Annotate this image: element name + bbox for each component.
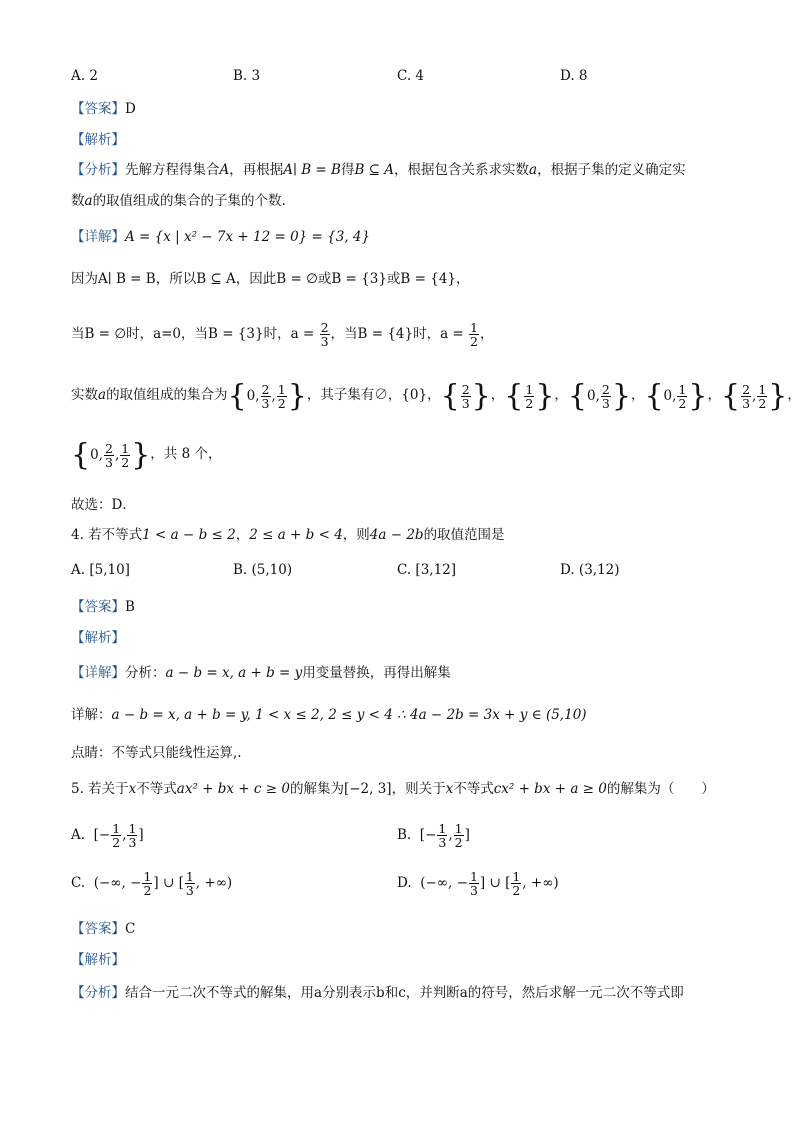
option-label: B. xyxy=(397,827,412,843)
q4-stem-text: ，则 xyxy=(342,527,370,543)
real-text: 的取值组成的集合为 xyxy=(106,387,228,403)
real-text: 实数 xyxy=(71,387,98,403)
q5-answer-line xyxy=(71,920,135,938)
q5-interval: [−2, 3] xyxy=(343,781,392,797)
q3-detail-line xyxy=(71,228,370,246)
set-full: {0, $\frac{2}{3}$ , $\frac{1}{2}$ } xyxy=(227,378,307,413)
q5-stem-text: 的解集为（ ） xyxy=(606,781,715,797)
fenxi-text: ，根据子集的定义确定实 xyxy=(537,162,686,178)
q5-var: x xyxy=(445,781,454,797)
analysis-tag: 【解析】 xyxy=(71,630,125,646)
q3-total-line xyxy=(71,434,221,475)
q5-ineq2: cx² + bx + a ≥ 0 xyxy=(493,781,607,797)
answer-value: B xyxy=(125,599,135,615)
fraction-1-2: $\frac{1}{2}$ xyxy=(470,320,478,349)
q4-option-d: D. (3,12) xyxy=(560,562,620,578)
q5-option-c: C. (−∞, − $\frac{1}{2}$ ] ∪ [ $\frac{1}{3}$ , +∞) xyxy=(71,869,233,898)
subset-2-3: { $\frac{2}{3}$ } xyxy=(440,378,491,413)
subset-0-1-2: {0, $\frac{1}{2}$ } xyxy=(644,378,708,413)
separator: ， xyxy=(707,387,721,403)
q5-option-b: B. [− $\frac{1}{3}$ , $\frac{1}{2}$ ] xyxy=(397,821,470,850)
q5-analysis-tag xyxy=(71,951,125,969)
detail-expr: a − b = x, a + b = y xyxy=(165,665,303,681)
xiangjie-tag: 【详解】 xyxy=(71,229,125,245)
option-label: D. xyxy=(397,875,412,891)
q5-fenxi xyxy=(71,984,684,1002)
q4-stem-text: 的取值范围是 xyxy=(423,527,505,543)
q5-stem xyxy=(71,780,715,798)
set-a-expression: A = {x | x² − 7x + 12 = 0} = {3, 4} xyxy=(125,229,371,245)
real-text: ，其子集有∅，{0}， xyxy=(306,387,441,403)
q3-real-line: 实数a的取值组成的集合为{0, $\frac{2}{3}$ , $\frac{1}{2}$ }，其子集有∅，{0}，{ $\frac{2}{3}$ }，{ $\frac{1}{2}$ }，{0, $\frac{2}{3}$ }，{0, $\frac{1}{2}$ }，{ $\frac{2}{3}$ , $\frac{1}{2}$ }， xyxy=(71,375,801,416)
q5-var: x xyxy=(128,781,137,797)
answer-tag: 【答案】 xyxy=(71,101,125,117)
when-text: ，当B = {4}时，a = xyxy=(330,326,464,342)
q5-ineq: ax² + bx + c ≥ 0 xyxy=(176,781,290,797)
fenxi-tag: 【分析】 xyxy=(71,162,125,178)
q3-because-line xyxy=(71,270,470,288)
q4-analysis-tag xyxy=(71,629,125,647)
separator: ， xyxy=(630,387,645,403)
separator: ， xyxy=(554,387,568,403)
detail-text: 用变量替换，再得出解集 xyxy=(302,665,451,681)
q4-detail2 xyxy=(71,706,587,724)
option-label: A. xyxy=(71,827,86,843)
q3-answer-line xyxy=(71,100,136,118)
answer-tag: 【答案】 xyxy=(71,921,125,937)
q3-option-c: C. 4 xyxy=(397,68,425,84)
q4-expr: 4a − 2b xyxy=(369,527,424,543)
q5-option-d: D. (−∞, − $\frac{1}{3}$ ] ∪ [ $\frac{1}{2}$ , +∞) xyxy=(397,869,559,898)
fraction-2-3: $\frac{2}{3}$ xyxy=(320,320,329,349)
separator: ， xyxy=(490,387,505,403)
fenxi-text: ，根据包含关系求实数 xyxy=(394,162,530,178)
analysis-tag: 【解析】 xyxy=(71,132,125,148)
q3-option-d: D. 8 xyxy=(560,68,588,84)
subset-1-2: { $\frac{1}{2}$ } xyxy=(504,378,555,413)
detail-text: 分析： xyxy=(125,665,166,681)
q5-stem-text: ，则关于 xyxy=(391,781,446,797)
detail-text: 详解： xyxy=(71,707,112,723)
q5-stem-text: 不等式 xyxy=(136,781,177,797)
fenxi-text: 的取值组成的集合的子集的个数. xyxy=(92,193,286,209)
q5-option-a: A. [− $\frac{1}{2}$ , $\frac{1}{3}$ ] xyxy=(71,821,144,850)
q5-stem-text: 的解集为 xyxy=(289,781,344,797)
q4-ineq1: 1 < a − b ≤ 2 xyxy=(142,527,236,543)
q3-fenxi-line1: 【分析】先解方程得集合A，再根据A∣ B = B得B ⊆ A，根据包含关系求实数a，根据子集的定义确定实 xyxy=(71,162,686,178)
q4-option-b: B. (5,10) xyxy=(233,562,293,578)
q4-option-c: C. [3,12] xyxy=(397,562,457,578)
answer-value: D xyxy=(125,101,136,117)
q4-dianjing: 点睛：不等式只能线性运算,. xyxy=(71,745,242,761)
q5-stem-text: 5. 若关于 xyxy=(71,781,129,797)
when-text: ， xyxy=(480,326,494,342)
q4-ineq2: 2 ≤ a + b < 4 xyxy=(249,527,343,543)
fenxi-text: ，再根据 xyxy=(229,162,284,178)
q4-detail1 xyxy=(71,664,451,682)
option-label: C. xyxy=(71,875,86,891)
fenxi-tag: 【分析】 xyxy=(71,985,125,1001)
fenxi-text: 数 xyxy=(71,193,85,209)
detail-expr: a − b = x, a + b = y, 1 < x ≤ 2, 2 ≤ y < 4 ∴ 4a − 2b = 3x + y ∈ (5,10) xyxy=(111,707,587,723)
q3-when-line xyxy=(71,315,494,353)
fenxi-text: 得 xyxy=(340,162,355,178)
subset-full: {0, $\frac{2}{3}$ , $\frac{1}{2}$ } xyxy=(71,437,151,472)
answer-tag: 【答案】 xyxy=(71,599,125,615)
fenxi-text: 结合一元二次不等式的解集，用a分别表示b和c，并判断a的符号，然后求解一元二次不等式即 xyxy=(125,985,684,1001)
total-text: ，共 8 个， xyxy=(150,446,222,462)
q4-stem: 4. 若不等式1 < a − b ≤ 2，2 ≤ a + b < 4，则4a − 2b的取值范围是 xyxy=(71,527,505,543)
q4-stem-text: 4. 若不等式 xyxy=(71,527,143,543)
fenxi-text: 先解方程得集合 xyxy=(125,162,220,178)
answer-value: C xyxy=(125,921,136,937)
q3-option-a: A. 2 xyxy=(71,68,98,84)
q3-option-b: B. 3 xyxy=(233,68,261,84)
analysis-tag: 【解析】 xyxy=(71,952,125,968)
when-text: 当B = ∅时，a=0，当B = {3}时，a = xyxy=(71,326,315,342)
xiangjie-tag: 【详解】 xyxy=(71,665,125,681)
q3-fenxi-line2: 数a的取值组成的集合的子集的个数. xyxy=(71,193,286,209)
q5-stem-text: 不等式 xyxy=(453,781,494,797)
because-text: 因为A∣ B = B，所以B ⊆ A，因此B = ∅或B = {3}或B = {4}， xyxy=(71,271,470,287)
q3-choose: 故选：D． xyxy=(71,497,136,513)
q4-option-a: A. [5,10] xyxy=(71,562,130,578)
subset-2-3-1-2: { $\frac{2}{3}$ , $\frac{1}{2}$ } xyxy=(720,378,788,413)
q3-analysis-tag xyxy=(71,131,125,149)
separator: ， xyxy=(787,387,801,403)
q4-answer-line xyxy=(71,598,135,616)
subset-0-2-3: {0, $\frac{2}{3}$ } xyxy=(567,378,631,413)
